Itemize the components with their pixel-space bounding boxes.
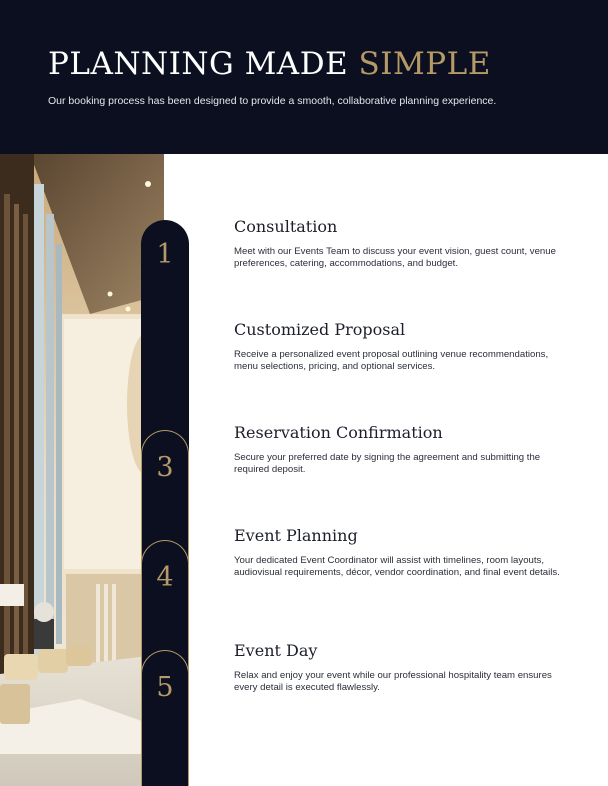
step-number: 4: [156, 562, 174, 593]
page-title: [48, 46, 491, 82]
title-main: PLANNING MADE: [48, 46, 359, 82]
page-subtitle: Our booking process has been designed to provide a smooth, collaborative planning experience.: [48, 95, 497, 107]
step-reservation-confirmation: [234, 423, 574, 476]
step-description: Secure your preferred date by signing the agreement and submitting the required deposit.: [234, 452, 541, 475]
step-title: Consultation: [234, 217, 338, 236]
step-description: Meet with our Events Team to discuss your event vision, guest count, venue preferences, catering, accommodations, and budget.: [234, 246, 556, 269]
step-title: Event Planning: [234, 526, 358, 545]
step-title: Customized Proposal: [234, 320, 406, 339]
timeline-arch: [141, 650, 189, 786]
step-event-planning: [234, 526, 574, 579]
step-number: 3: [156, 452, 174, 483]
step-consultation: [234, 217, 574, 270]
step-title: Event Day: [234, 641, 318, 660]
timeline-spine: [141, 220, 189, 786]
step-description: Your dedicated Event Coordinator will assist with timelines, room layouts, audiovisual requirements, décor, vendor coordination, and final event details.: [234, 555, 560, 578]
step-number: 5: [156, 672, 174, 703]
step-description: Relax and enjoy your event while our professional hospitality team ensures every detail is executed flawlessly.: [234, 670, 552, 693]
hotel-lobby-photo: [0, 154, 164, 786]
title-accent: SIMPLE: [358, 46, 491, 82]
step-description: Receive a personalized event proposal outlining venue recommendations, menu selections, pricing, and optional services.: [234, 349, 549, 372]
step-event-day: [234, 641, 574, 694]
step-customized-proposal: [234, 320, 574, 373]
header-banner: [0, 0, 608, 154]
step-number: 1: [156, 239, 174, 270]
step-title: Reservation Confirmation: [234, 423, 443, 442]
